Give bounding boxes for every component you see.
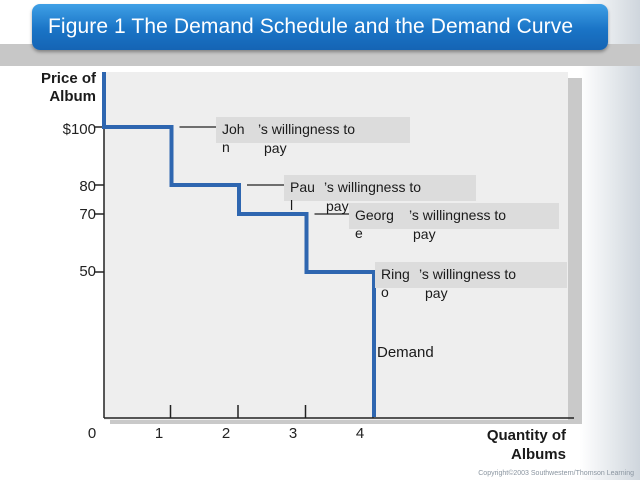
callout-text: ’s willingness to xyxy=(258,121,356,137)
y-tick-label: 80 xyxy=(79,178,96,195)
y-tick-label: 70 xyxy=(79,206,96,223)
callout-text2: pay xyxy=(264,140,287,156)
callout-text: ’s willingness to xyxy=(419,266,517,282)
callout-ringo xyxy=(375,262,567,301)
copyright-notice: Copyright©2003 Southwestern/Thomson Learning xyxy=(478,470,634,477)
page-title: Figure 1 The Demand Schedule and the Demand Curve xyxy=(48,15,574,38)
callout-name: Joh n xyxy=(222,121,245,155)
callout-text2: pay xyxy=(326,198,349,214)
x-tick-label: 3 xyxy=(288,425,298,442)
x-tick-label: 4 xyxy=(355,425,365,442)
origin-label: 0 xyxy=(87,425,97,442)
callout-name: Ring o xyxy=(381,266,410,300)
x-tick-label: 2 xyxy=(221,425,231,442)
y-axis-label-line2: Album xyxy=(49,88,96,105)
x-axis-label-line1: Quantity of xyxy=(486,427,566,444)
callout-text2: pay xyxy=(425,285,448,301)
callout-paul xyxy=(284,175,476,214)
callout-name: Pau l xyxy=(290,179,315,213)
callout-text2: pay xyxy=(413,226,436,242)
x-axis-label-line2: Albums xyxy=(510,446,566,463)
callout-text: ’s willingness to xyxy=(409,207,507,223)
demand-curve-label: Demand xyxy=(377,344,434,361)
callout-george xyxy=(349,203,559,242)
y-axis-label-line1: Price of xyxy=(40,70,96,87)
y-tick-label: 50 xyxy=(79,263,96,280)
callout-john xyxy=(216,117,410,156)
callout-name: Georg e xyxy=(355,207,394,241)
y-tick-label: $100 xyxy=(62,121,96,138)
x-tick-label: 1 xyxy=(154,425,164,442)
callout-text: ’s willingness to xyxy=(324,179,422,195)
